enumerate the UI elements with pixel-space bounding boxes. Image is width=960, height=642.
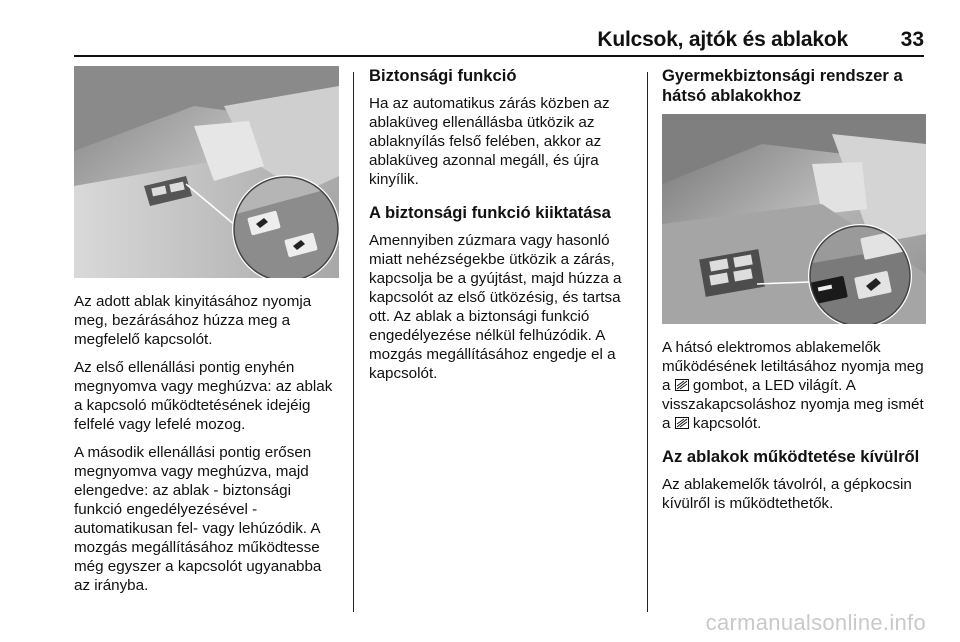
- heading-safety-function: Biztonsági funkció: [369, 66, 517, 85]
- child-lock-window-icon: [675, 417, 689, 429]
- column-divider-left: [353, 72, 354, 612]
- middle-paragraph-2: Amennyiben zúzmara vagy hasonló miatt nehézségekbe ütközik a zárás, kapcsolja be a gyújtást, majd húzza a kapcsolót az első ütközésig, és tartsa ott. Az ablak a biztonsági funkció engedélyezése nélkül felhúzódik. A mozgás megállításához engedje el a kapcsolót.: [369, 232, 622, 382]
- middle-paragraph-1: Ha az automatikus zárás közben az ablaküveg ellenállásba ütközik az ablaknyílás felső felében, akkor az ablaküveg azonnal megáll, és újra kinyílik.: [369, 95, 610, 188]
- window-switch-illustration: [74, 66, 339, 278]
- header-rule: [74, 55, 924, 57]
- left-paragraph-1: Az adott ablak kinyitásához nyomja meg, bezárásához húzza meg a megfelelő kapcsolót.: [74, 293, 312, 348]
- page-header-title: Kulcsok, ajtók és ablakok: [597, 28, 848, 51]
- left-paragraph-2: Az első ellenállási pontig enyhén megnyomva vagy meghúzva: az ablak a kapcsoló működtetésének idejéig felfelé vagy lefelé mozog.: [74, 359, 333, 433]
- left-column: [74, 66, 339, 604]
- right-paragraph-1-part-a: A hátsó elektromos ablakemelők működésének letiltásához nyomja meg a: [662, 339, 924, 394]
- page-number: 33: [900, 28, 924, 51]
- heading-disable-safety-function: A biztonsági funkció kiiktatása: [369, 203, 611, 222]
- right-paragraph-2: Az ablakemelők távolról, a gépkocsin kívülről is működtethetők.: [662, 476, 912, 512]
- right-paragraph-1-part-c: kapcsolót.: [692, 415, 762, 432]
- right-column: [662, 66, 926, 522]
- right-paragraph-1: [662, 338, 926, 433]
- left-paragraph-3: A második ellenállási pontig erősen megnyomva vagy meghúzva, majd elengedve: az ablak - biztonsági funkció engedélyezésével - automatikusan fel- vagy lehúzódik. A mozgás megállításához működtesse még egyszer a kapcsolót ugyanabba az irányba.: [74, 444, 322, 594]
- watermark: carmanualsonline.info: [705, 610, 926, 635]
- right-paragraph-1-part-b: gombot, a LED világít. A visszakapcsoláshoz nyomja meg ismét a: [662, 377, 924, 432]
- child-lock-window-icon: [675, 379, 689, 391]
- column-divider-right: [647, 72, 648, 612]
- heading-operate-from-outside: Az ablakok működtetése kívülről: [662, 447, 920, 466]
- middle-column: [369, 66, 635, 392]
- heading-child-safety: Gyermekbiztonsági rendszer a hátsó ablakokhoz: [662, 66, 903, 105]
- child-lock-illustration: [662, 114, 926, 324]
